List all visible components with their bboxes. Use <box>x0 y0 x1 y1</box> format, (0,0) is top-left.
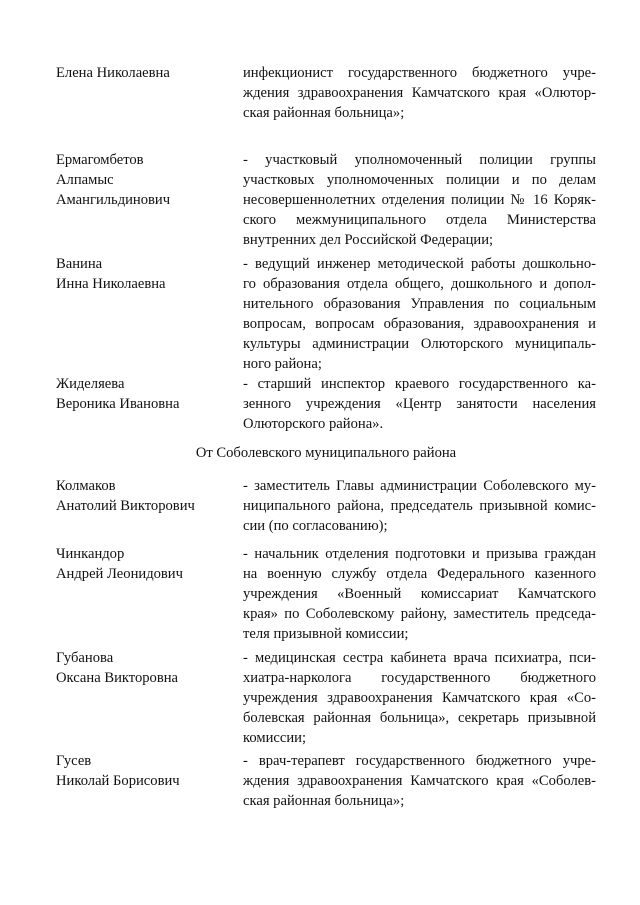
position-line: теля призывной комиссии; <box>243 626 409 642</box>
member-name <box>56 751 236 791</box>
member-position <box>243 374 596 434</box>
name-line: Амангильдинович <box>56 192 171 208</box>
position-line: сии (по согласованию); <box>243 518 388 534</box>
member-name <box>56 476 236 516</box>
position-line: несовершеннолетних отделения полиции № 16 Коряк- <box>243 192 596 208</box>
name-line: Инна Николаевна <box>56 276 166 292</box>
position-line: ждения здравоохранения Камчатского края «Соболев- <box>243 773 596 789</box>
position-line: нительного образования Управления по социальным <box>243 296 596 312</box>
member-position <box>243 254 596 374</box>
position-line: - заместитель Главы администрации Соболевского му- <box>243 478 596 494</box>
position-line: - медицинская сестра кабинета врача психиатра, пси- <box>243 650 596 666</box>
member-name <box>56 374 236 414</box>
position-line: внутренних дел Российской Федерации; <box>243 232 494 248</box>
name-line: Вероника Ивановна <box>56 396 180 412</box>
position-line: ская районная больница»; <box>243 793 405 809</box>
position-line: - старший инспектор краевого государственного ка- <box>243 376 596 392</box>
name-line: Николай Борисович <box>56 773 180 789</box>
position-line: инфекционист государственного бюджетного учре- <box>243 65 596 81</box>
section-heading: От Соболевского муниципального района <box>195 445 457 461</box>
name-line: Алпамыс <box>56 172 114 188</box>
position-line: вопросам, вопросам образования, здравоохранения и <box>243 316 596 332</box>
position-line: хиатра-нарколога государственного бюджетного <box>243 670 596 686</box>
member-name <box>56 150 236 210</box>
position-line: края» по Соболевскому району, заместитель председа- <box>243 606 596 622</box>
name-line: Губанова <box>56 650 114 666</box>
position-line: на военную службу отдела Федерального казенного <box>243 566 596 582</box>
name-line: Елена Николаевна <box>56 65 170 81</box>
name-line: Жиделяева <box>56 376 125 392</box>
position-line: ждения здравоохранения Камчатского края «Олютор- <box>243 85 596 101</box>
name-line: Чинкандор <box>56 546 125 562</box>
position-line: участковых уполномоченных полиции и по делам <box>243 172 596 188</box>
member-position <box>243 476 596 536</box>
name-line: Ермагомбетов <box>56 152 144 168</box>
position-line: культуры администрации Олюторского муниципаль- <box>243 336 596 352</box>
position-line: - врач-терапевт государственного бюджетного учре- <box>243 753 596 769</box>
position-line: го образования отдела общего, дошкольного и допол- <box>243 276 596 292</box>
position-line: болевская районная больница», секретарь призывной <box>243 710 596 726</box>
position-line: ская районная больница»; <box>243 105 405 121</box>
name-line: Колмаков <box>56 478 116 494</box>
position-line: комиссии; <box>243 730 307 746</box>
member-position <box>243 150 596 250</box>
member-position <box>243 544 596 644</box>
member-position <box>243 648 596 748</box>
name-line: Гусев <box>56 753 92 769</box>
position-line: ского межмуниципального отдела Министерства <box>243 212 596 228</box>
position-line: учреждения здравоохранения Камчатского края «Со- <box>243 690 596 706</box>
member-name <box>56 544 236 584</box>
position-line: - участковый уполномоченный полиции группы <box>243 152 596 168</box>
member-name <box>56 254 236 294</box>
position-line: ниципального района, председатель призывной комис- <box>243 498 596 514</box>
member-name <box>56 648 236 688</box>
member-position <box>243 63 596 123</box>
member-position <box>243 751 596 811</box>
name-line: Ванина <box>56 256 103 272</box>
position-line: - начальник отделения подготовки и призыва граждан <box>243 546 596 562</box>
position-line: - ведущий инженер методической работы дошкольно- <box>243 256 596 272</box>
position-line: зенного учреждения «Центр занятости населения <box>243 396 596 412</box>
name-line: Оксана Викторовна <box>56 670 179 686</box>
name-line: Андрей Леонидович <box>56 566 183 582</box>
name-line: Анатолий Викторович <box>56 498 195 514</box>
position-line: Олюторского района». <box>243 416 384 432</box>
position-line: ного района; <box>243 356 322 372</box>
member-name <box>56 63 236 83</box>
position-line: учреждения «Военный комиссариат Камчатского <box>243 586 596 602</box>
